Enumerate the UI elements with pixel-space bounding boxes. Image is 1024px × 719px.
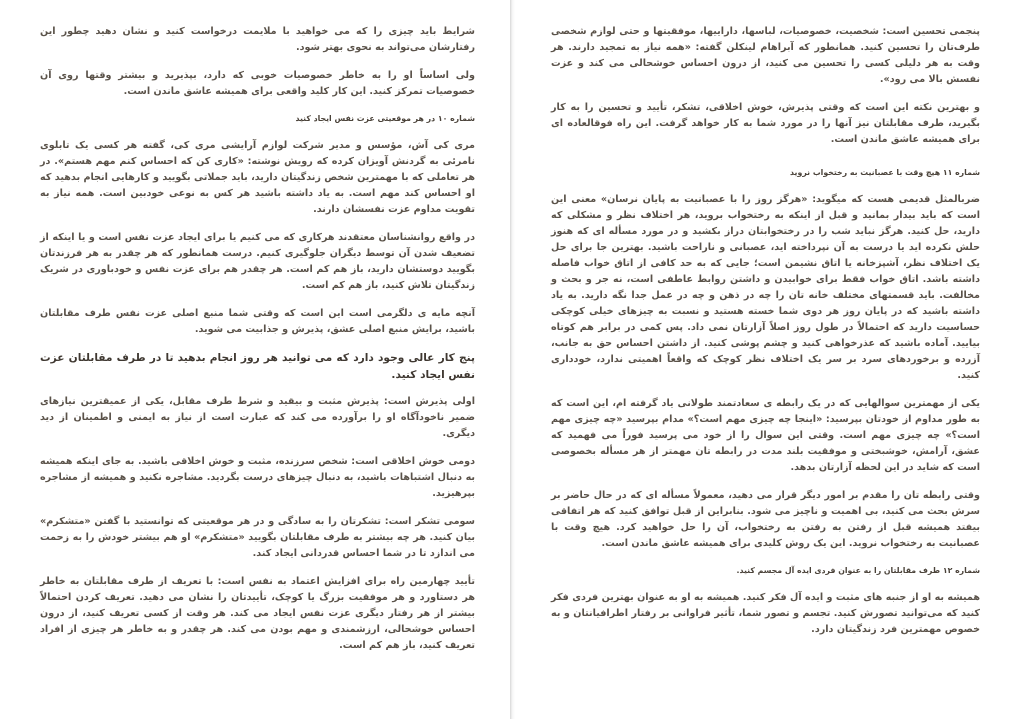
right-heading-11: شماره ۱۱ هیچ وقت با عصبانیت به رختخواب نروید bbox=[790, 168, 980, 177]
right-paragraph-2: و بهترین نکته این است که وقتی پذیرش، خوش اخلاقی، تشکر، تأیید و تحسین را به کار بگیرید، طرف مقابلتان نیز آنها را در مورد شما به کار خواهد گرفت. این راه فوقالعاده ای برای همیشه عاشق ماندن است. bbox=[551, 102, 980, 145]
left-paragraph-2: ولی اساساً او را به خاطر خصوصیات خوبی که دارد، بپذیرید و بیشتر وقتها روی آن خصوصیات تمرکز کنید. این کار کلید واقعی برای همیشه عاشق ماندن است. bbox=[40, 70, 475, 97]
right-heading-12: شماره ۱۲ طرف مقابلتان را به عنوان فردی ایده آل مجسم کنید. bbox=[736, 566, 980, 575]
left-paragraph-5: آنچه مایه ی دلگرمی است این است که وقتی شما منبع اصلی عزت نفس طرف مقابلتان باشید، برایش منبع اصلی عشق، پذیرش و جذابیت می شوید. bbox=[40, 308, 475, 335]
left-page bbox=[0, 0, 511, 719]
left-paragraph-8: سومی تشکر است: تشکرتان را به سادگی و در هر موقعیتی که توانستید با گفتن «متشکرم» بیان کنید. هر چه بیشتر به طرف مقابلتان بگویید «متشکرم» او هم بیشتر خودش را به زحمت می اندازد تا در شما احساس قدردانی ایجاد کند. bbox=[40, 516, 475, 559]
right-page bbox=[515, 0, 1024, 719]
right-paragraph-6: همیشه به او از جنبه های مثبت و ایده آل فکر کنید. همیشه به او به عنوان بهترین فردی فکر کنید که می‌توانید تصورش کنید. تجسم و تصور شما، تأثیر فراوانی بر رفتار اطرافیانتان و به خصوص مهمترین فرد زندگیتان دارد. bbox=[551, 592, 980, 635]
left-paragraph-4: در واقع روانشناسان معتقدند هرکاری که می کنیم یا برای ایجاد عزت نفس است و یا اینکه از تضعیف شدن آن توسط دیگران جلوگیری کنیم. درست همانطور که هر چقدر به هر فرزندتان بگویید دوستشان دارید، باز هم کم است. هر چقدر هم برای عزت نفس و خودباوری در شریک زندگیتان تلاش کنید، باز هم کم است. bbox=[40, 232, 475, 291]
right-paragraph-1: پنجمی تحسین است: شخصیت، خصوصیات، لباسها، داراییها، موفقیتها و حتی لوازم شخصی طرف‌تان را تحسین کنید. همانطور که آبراهام لینکلن گفته: «همه نیاز به تمجید دارند. هر وقت به هر دلیلی کسی را تحسین می کنید، از درون احساس خوشحالی می کند و عزت نفسش بالا می رود». bbox=[551, 26, 980, 85]
left-paragraph-6: اولی پذیرش است: پذیرش مثبت و بیقید و شرط طرف مقابل، یکی از عمیقترین نیازهای ضمیر ناخودآگاه او را برآورده می کند که عبارت است از نیاز به ایمنی و اطمینان از دید دیگری. bbox=[40, 396, 475, 439]
left-paragraph-1: شرایط باید چیزی را که می خواهید با ملایمت درخواست کنید و نشان دهید چطور این رفتارشان می‌تواند به نحوی بهتر شود. bbox=[40, 26, 475, 53]
left-heading-10: شماره ۱۰ در هر موقعیتی عزت نفس ایجاد کنید bbox=[295, 114, 475, 123]
right-paragraph-5: وقتی رابطه تان را مقدم بر امور دیگر قرار می دهید، معمولاً مسأله ای که در حال حاضر بر سرش بحث می کنید، بی اهمیت و ناچیز می شود. بنابراین از قبل توافق کنید که هر اتفاقی بیفتد همیشه قبل از رفتن به رفتن به رختخواب، آن را حل خواهید کرد. هیچ وقت با عصبانیت به رختخواب نروید. این یک روش کلیدی برای همیشه عاشق ماندن است. bbox=[551, 490, 980, 549]
right-paragraph-3: ضربالمثل قدیمی هست که میگوید: «هرگز روز را با عصبانیت به پایان نرسان» معنی این است که باید بیدار بمانید و قبل از اینکه به رختخواب بروید، هر اختلاف نظر و مشکلی که دارید، حل کنید. هرگز نباید شب را در رختخوابتان دراز بکشید و در مورد مسأله ای که هنوز حلش نکرده اید یا درست به آن نپرداخته اید، عصبانی و ناراحت باشید. بهترین جا برای حل یک اختلاف نظر، آشپزخانه یا اتاق نشیمن است؛ جایی که به حد کافی از اتاق خواب فاصله داشته باشد. اتاق خواب فقط برای خوابیدن و داشتن روابط عاطفی است، نه جر و بحث و مخالفت. باید قسمتهای مختلف خانه تان را چه در ذهن و چه در عمل جدا نگه دارید. به یاد داشته باشید که در پایان روز هر دوی شما خسته هستید و نسبت به چیزهای خیلی کوچکی حساسیت دارید که احتمالاً در طول روز اصلاً آزارتان نمی داد. پس کمی در برابر هم کوتاه بیایید. آماده باشید که عذرخواهی کنید و چشم پوشی کنید. از داشتن احساس حق به جانب، آزرده و برخوردهای سرد بر سر یک اختلاف نظر کوچک که واقعاً اهمیتی ندارد، خودداری کنید. bbox=[551, 194, 980, 381]
left-subheading: پنج کار عالی وجود دارد که می توانید هر روز انجام بدهید تا در طرف مقابلتان عزت نفس ایجاد کنید. bbox=[40, 352, 475, 381]
left-paragraph-9: تأیید چهارمین راه برای افزایش اعتماد به نفس است: با تعریف از طرف مقابلتان به خاطر هر دستاورد و هر موفقیت بزرگ یا کوچک، تأییدتان را نشان می دهید. تعریف کردن احتمالاً بیشتر از هر رفتار دیگری عزت نفس ایجاد می کند. هر وقت از کسی تعریف کنید، از درون احساس خوشحالی، ارزشمندی و مهم بودن می کند. هر چقدر و به خاطر هر چیزی از افراد تعریف کنید، باز هم کم است. bbox=[40, 576, 475, 651]
left-paragraph-7: دومی خوش اخلاقی است: شخص سرزنده، مثبت و خوش اخلاقی باشید. به جای اینکه همیشه به دنبال اشتباهات باشید، به دنبال چیزهای درست بگردید. مشاجره نکنید و همیشه از مشاجره بپرهیزید. bbox=[40, 456, 475, 499]
right-paragraph-4: یکی از مهمترین سوالهایی که در یک رابطه ی سعادتمند طولانی یاد گرفته ام، این است که به طور مداوم از خودتان بپرسید: «اینجا چه چیزی مهم است؟» مدام بپرسید «چه چیزی مهم است؟» چه چیزی مهم است. وقتی این سوال را از خود می پرسید فوراً می فهمید که عشق، آرامش، خوشبختی و موفقیت بلند مدت در رابطه تان مهمتر از هر مسأله بخصوصی است که شاید در این لحظه آزارتان بدهد. bbox=[551, 398, 980, 473]
left-paragraph-3: مری کی آش، مؤسس و مدیر شرکت لوازم آرایشی مری کی، گفته هر کسی یک تابلوی نامرئی به گردنش آویزان کرده که رویش نوشته: «کاری کن که احساس کنم مهم هستم». در هر تعاملی که با مهمترین شخص زندگیتان دارید، باید جملاتی بگویید و کارهایی انجام بدهید که او احساس کند مهم است. به یاد داشته باشید هر کس به نوعی خودبین است. همه نیاز به تقویت مداوم عزت نفسشان دارند. bbox=[40, 140, 475, 215]
